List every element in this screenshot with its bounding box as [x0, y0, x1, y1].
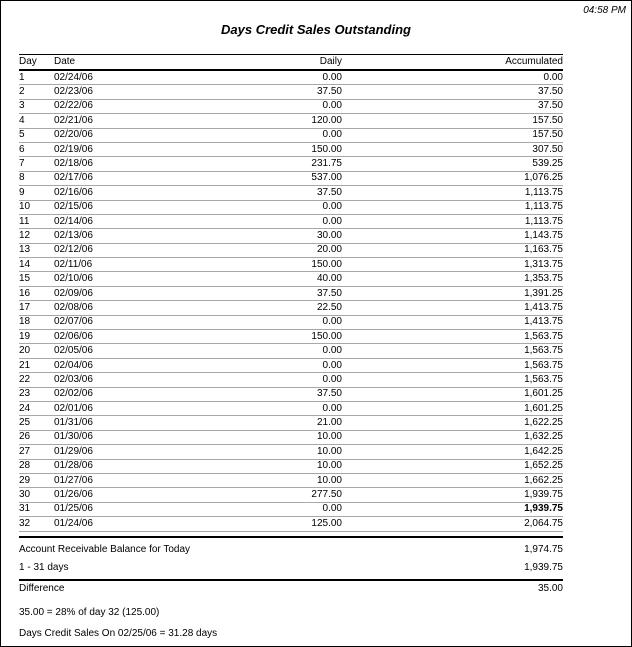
table-row [19, 488, 563, 502]
cell-accumulated: 1,632.25 [342, 430, 563, 444]
cell-date: 01/29/06 [54, 445, 224, 459]
cell-daily: 150.00 [224, 258, 342, 272]
cell-date: 02/06/06 [54, 330, 224, 344]
cell-accumulated: 1,622.25 [342, 416, 563, 430]
summary-value: 35.00 [537, 583, 563, 594]
table-row [19, 70, 563, 85]
cell-accumulated: 1,113.75 [342, 186, 563, 200]
summary-value: 1,939.75 [524, 562, 563, 573]
cell-day: 2 [19, 85, 54, 99]
cell-accumulated: 1,642.25 [342, 445, 563, 459]
report-content [19, 54, 563, 639]
cell-date: 02/11/06 [54, 258, 224, 272]
table-row [19, 229, 563, 243]
cell-day: 24 [19, 401, 54, 415]
cell-accumulated: 37.50 [342, 99, 563, 113]
table-row [19, 430, 563, 444]
table-row [19, 373, 563, 387]
cell-date: 02/18/06 [54, 157, 224, 171]
cell-daily: 0.00 [224, 401, 342, 415]
cell-accumulated: 1,113.75 [342, 214, 563, 228]
cell-date: 02/04/06 [54, 358, 224, 372]
cell-day: 27 [19, 445, 54, 459]
cell-day: 25 [19, 416, 54, 430]
column-header-day: Day [19, 55, 54, 71]
cell-accumulated: 157.50 [342, 114, 563, 128]
cell-date: 01/31/06 [54, 416, 224, 430]
cell-daily: 0.00 [224, 344, 342, 358]
table-row [19, 171, 563, 185]
cell-daily: 0.00 [224, 358, 342, 372]
cell-accumulated: 1,563.75 [342, 344, 563, 358]
table-body [19, 70, 563, 531]
summary-row-1-31-days [19, 560, 563, 579]
cell-daily: 22.50 [224, 301, 342, 315]
cell-day: 30 [19, 488, 54, 502]
cell-accumulated: 1,652.25 [342, 459, 563, 473]
footer-notes [19, 607, 563, 639]
cell-day: 10 [19, 200, 54, 214]
table-row [19, 330, 563, 344]
cell-daily: 10.00 [224, 473, 342, 487]
table-row [19, 99, 563, 113]
cell-day: 14 [19, 258, 54, 272]
cell-daily: 0.00 [224, 502, 342, 516]
cell-daily: 0.00 [224, 214, 342, 228]
table-row [19, 358, 563, 372]
table-row [19, 315, 563, 329]
report-table [19, 54, 563, 532]
table-row [19, 186, 563, 200]
cell-day: 5 [19, 128, 54, 142]
cell-day: 1 [19, 70, 54, 85]
table-row [19, 243, 563, 257]
cell-date: 02/19/06 [54, 142, 224, 156]
summary-label: Difference [19, 583, 65, 594]
cell-accumulated: 0.00 [342, 70, 563, 85]
cell-accumulated: 1,563.75 [342, 358, 563, 372]
cell-accumulated: 1,391.25 [342, 286, 563, 300]
cell-date: 02/23/06 [54, 85, 224, 99]
cell-accumulated: 1,413.75 [342, 315, 563, 329]
table-row [19, 114, 563, 128]
cell-daily: 37.50 [224, 186, 342, 200]
table-row [19, 502, 563, 516]
cell-date: 02/09/06 [54, 286, 224, 300]
cell-day: 18 [19, 315, 54, 329]
summary-row-ar-balance [19, 538, 563, 560]
table-row [19, 344, 563, 358]
table-row [19, 301, 563, 315]
table-row [19, 157, 563, 171]
cell-day: 32 [19, 517, 54, 531]
cell-day: 21 [19, 358, 54, 372]
table-row [19, 142, 563, 156]
cell-date: 02/14/06 [54, 214, 224, 228]
table-row [19, 214, 563, 228]
cell-day: 19 [19, 330, 54, 344]
column-header-accumulated: Accumulated [342, 55, 563, 71]
cell-daily: 120.00 [224, 114, 342, 128]
cell-day: 17 [19, 301, 54, 315]
cell-accumulated: 1,939.75 [342, 488, 563, 502]
table-row [19, 85, 563, 99]
cell-daily: 0.00 [224, 99, 342, 113]
summary-label: Account Receivable Balance for Today [19, 544, 191, 555]
table-row [19, 200, 563, 214]
table-row [19, 128, 563, 142]
table-row [19, 258, 563, 272]
cell-day: 7 [19, 157, 54, 171]
cell-date: 02/15/06 [54, 200, 224, 214]
cell-daily: 40.00 [224, 272, 342, 286]
cell-date: 02/17/06 [54, 171, 224, 185]
cell-accumulated: 1,939.75 [342, 502, 563, 516]
cell-daily: 0.00 [224, 200, 342, 214]
cell-daily: 0.00 [224, 373, 342, 387]
table-row [19, 387, 563, 401]
cell-day: 29 [19, 473, 54, 487]
cell-daily: 10.00 [224, 445, 342, 459]
cell-date: 02/10/06 [54, 272, 224, 286]
note-days-credit-sales: Days Credit Sales On 02/25/06 = 31.28 days [19, 627, 218, 639]
cell-day: 13 [19, 243, 54, 257]
cell-accumulated: 1,113.75 [342, 200, 563, 214]
cell-date: 02/08/06 [54, 301, 224, 315]
summary-row-difference [19, 581, 563, 597]
cell-daily: 21.00 [224, 416, 342, 430]
cell-day: 20 [19, 344, 54, 358]
cell-date: 02/12/06 [54, 243, 224, 257]
cell-daily: 20.00 [224, 243, 342, 257]
cell-day: 9 [19, 186, 54, 200]
cell-daily: 125.00 [224, 517, 342, 531]
note-percentage: 35.00 = 28% of day 32 (125.00) [19, 606, 160, 618]
cell-accumulated: 1,076.25 [342, 171, 563, 185]
report-timestamp: 04:58 PM [583, 5, 626, 16]
cell-daily: 277.50 [224, 488, 342, 502]
summary-value: 1,974.75 [524, 544, 563, 555]
cell-date: 01/30/06 [54, 430, 224, 444]
cell-day: 23 [19, 387, 54, 401]
table-header [19, 55, 563, 71]
cell-day: 26 [19, 430, 54, 444]
table-row [19, 286, 563, 300]
column-header-date: Date [54, 55, 224, 71]
cell-date: 01/24/06 [54, 517, 224, 531]
cell-date: 02/20/06 [54, 128, 224, 142]
cell-daily: 0.00 [224, 128, 342, 142]
cell-daily: 537.00 [224, 171, 342, 185]
cell-accumulated: 1,601.25 [342, 401, 563, 415]
cell-date: 01/25/06 [54, 502, 224, 516]
table-row [19, 459, 563, 473]
cell-accumulated: 1,313.75 [342, 258, 563, 272]
cell-day: 8 [19, 171, 54, 185]
cell-daily: 0.00 [224, 315, 342, 329]
cell-accumulated: 539.25 [342, 157, 563, 171]
cell-daily: 37.50 [224, 387, 342, 401]
cell-date: 02/02/06 [54, 387, 224, 401]
cell-date: 02/24/06 [54, 70, 224, 85]
table-row [19, 401, 563, 415]
cell-accumulated: 2,064.75 [342, 517, 563, 531]
cell-daily: 37.50 [224, 85, 342, 99]
cell-date: 02/13/06 [54, 229, 224, 243]
cell-accumulated: 157.50 [342, 128, 563, 142]
cell-date: 02/21/06 [54, 114, 224, 128]
cell-day: 11 [19, 214, 54, 228]
cell-accumulated: 1,163.75 [342, 243, 563, 257]
cell-daily: 30.00 [224, 229, 342, 243]
cell-date: 02/05/06 [54, 344, 224, 358]
cell-day: 6 [19, 142, 54, 156]
cell-daily: 10.00 [224, 430, 342, 444]
column-header-daily: Daily [224, 55, 342, 71]
table-row [19, 272, 563, 286]
cell-day: 16 [19, 286, 54, 300]
cell-accumulated: 37.50 [342, 85, 563, 99]
cell-date: 02/01/06 [54, 401, 224, 415]
table-row [19, 445, 563, 459]
cell-daily: 150.00 [224, 330, 342, 344]
cell-day: 3 [19, 99, 54, 113]
cell-daily: 0.00 [224, 70, 342, 85]
cell-accumulated: 1,143.75 [342, 229, 563, 243]
cell-daily: 231.75 [224, 157, 342, 171]
cell-accumulated: 307.50 [342, 142, 563, 156]
cell-date: 01/27/06 [54, 473, 224, 487]
cell-accumulated: 1,601.25 [342, 387, 563, 401]
table-row [19, 473, 563, 487]
cell-accumulated: 1,563.75 [342, 373, 563, 387]
cell-day: 31 [19, 502, 54, 516]
cell-accumulated: 1,413.75 [342, 301, 563, 315]
table-row [19, 517, 563, 531]
cell-date: 02/16/06 [54, 186, 224, 200]
cell-date: 01/26/06 [54, 488, 224, 502]
cell-day: 4 [19, 114, 54, 128]
cell-daily: 150.00 [224, 142, 342, 156]
cell-date: 02/22/06 [54, 99, 224, 113]
cell-accumulated: 1,353.75 [342, 272, 563, 286]
cell-daily: 10.00 [224, 459, 342, 473]
cell-date: 01/28/06 [54, 459, 224, 473]
cell-day: 28 [19, 459, 54, 473]
cell-date: 02/03/06 [54, 373, 224, 387]
summary-section [19, 536, 563, 579]
cell-accumulated: 1,563.75 [342, 330, 563, 344]
summary-label: 1 - 31 days [19, 562, 69, 573]
cell-day: 22 [19, 373, 54, 387]
difference-divider [19, 579, 563, 597]
cell-day: 15 [19, 272, 54, 286]
table-row [19, 416, 563, 430]
cell-accumulated: 1,662.25 [342, 473, 563, 487]
cell-daily: 37.50 [224, 286, 342, 300]
cell-date: 02/07/06 [54, 315, 224, 329]
report-title: Days Credit Sales Outstanding [221, 22, 411, 37]
cell-day: 12 [19, 229, 54, 243]
